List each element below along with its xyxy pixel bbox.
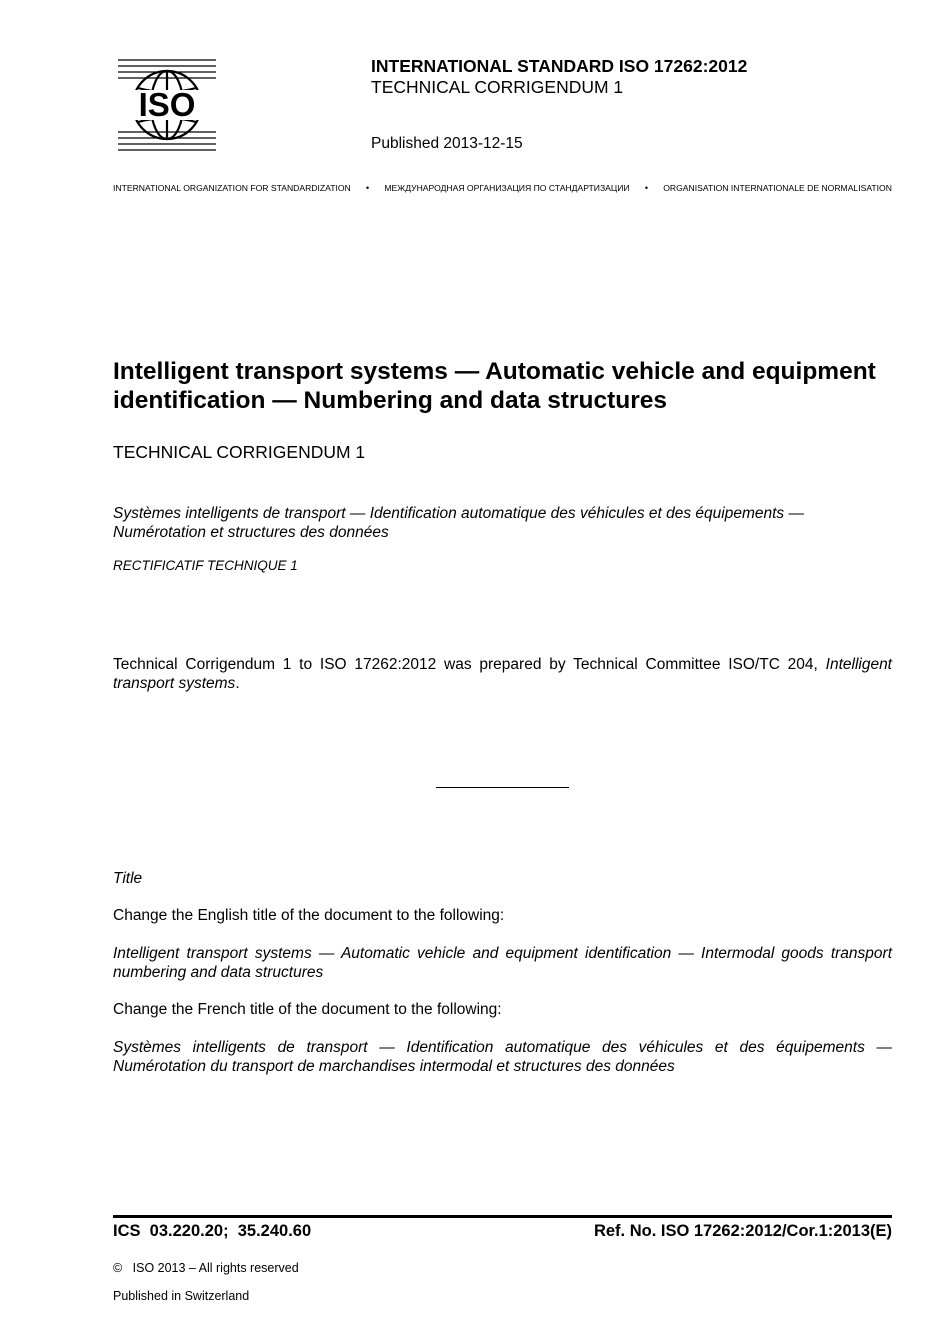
org-name-fr: ORGANISATION INTERNATIONALE DE NORMALISATION xyxy=(663,183,892,193)
rectificatif-label: RECTIFICATIF TECHNIQUE 1 xyxy=(113,558,298,573)
preparation-end: . xyxy=(235,675,240,692)
new-french-title: Systèmes intelligents de transport — Identification automatique des véhicules et des équipements — Numérotation du transport de marchandises intermodal et structures des données xyxy=(113,1039,892,1075)
org-name-ru: МЕЖДУНАРОДНАЯ ОРГАНИЗАЦИЯ ПО СТАНДАРТИЗАЦИИ xyxy=(384,183,630,193)
org-name-en: INTERNATIONAL ORGANIZATION FOR STANDARDIZATION xyxy=(113,183,351,193)
document-title-english: Intelligent transport systems — Automatic vehicle and equipment identification — Numbering and data structures xyxy=(113,358,876,414)
footer-rule xyxy=(113,1215,892,1218)
separator-line xyxy=(436,787,569,788)
bullet-separator: • xyxy=(644,183,648,193)
technical-corrigendum-label: TECHNICAL CORRIGENDUM 1 xyxy=(113,442,366,462)
ics-codes: ICS 03.220.20; 35.240.60 xyxy=(113,1222,312,1240)
iso-logo xyxy=(118,58,216,152)
preparation-statement xyxy=(113,655,892,693)
svg-text:ISO: ISO xyxy=(138,86,196,123)
new-english-title: Intelligent transport systems — Automatic vehicle and equipment identification — Intermodal goods transport numbering and data structures xyxy=(113,945,892,981)
published-location: Published in Switzerland xyxy=(113,1289,250,1303)
english-title-instruction: Change the English title of the document to the following: xyxy=(113,907,505,924)
corrigendum-label: TECHNICAL CORRIGENDUM 1 xyxy=(371,77,624,97)
published-date: Published 2013-12-15 xyxy=(371,135,523,152)
committee-name: Intelligent transport systems xyxy=(113,656,892,692)
copyright-notice: © ISO 2013 – All rights reserved xyxy=(113,1261,299,1275)
french-title-instruction: Change the French title of the document to the following: xyxy=(113,1001,502,1018)
standard-designation: INTERNATIONAL STANDARD ISO 17262:2012 xyxy=(371,56,748,76)
reference-number: Ref. No. ISO 17262:2012/Cor.1:2013(E) xyxy=(593,1222,892,1240)
section-heading: Title xyxy=(113,870,143,887)
organization-names xyxy=(113,183,892,193)
preparation-text: Technical Corrigendum 1 to ISO 17262:2012 was prepared by Technical Committee ISO/TC 204, xyxy=(113,656,826,673)
document-title-french: Systèmes intelligents de transport — Identification automatique des véhicules et des équipements — Numérotation et structures des données xyxy=(113,505,804,541)
bullet-separator: • xyxy=(366,183,370,193)
